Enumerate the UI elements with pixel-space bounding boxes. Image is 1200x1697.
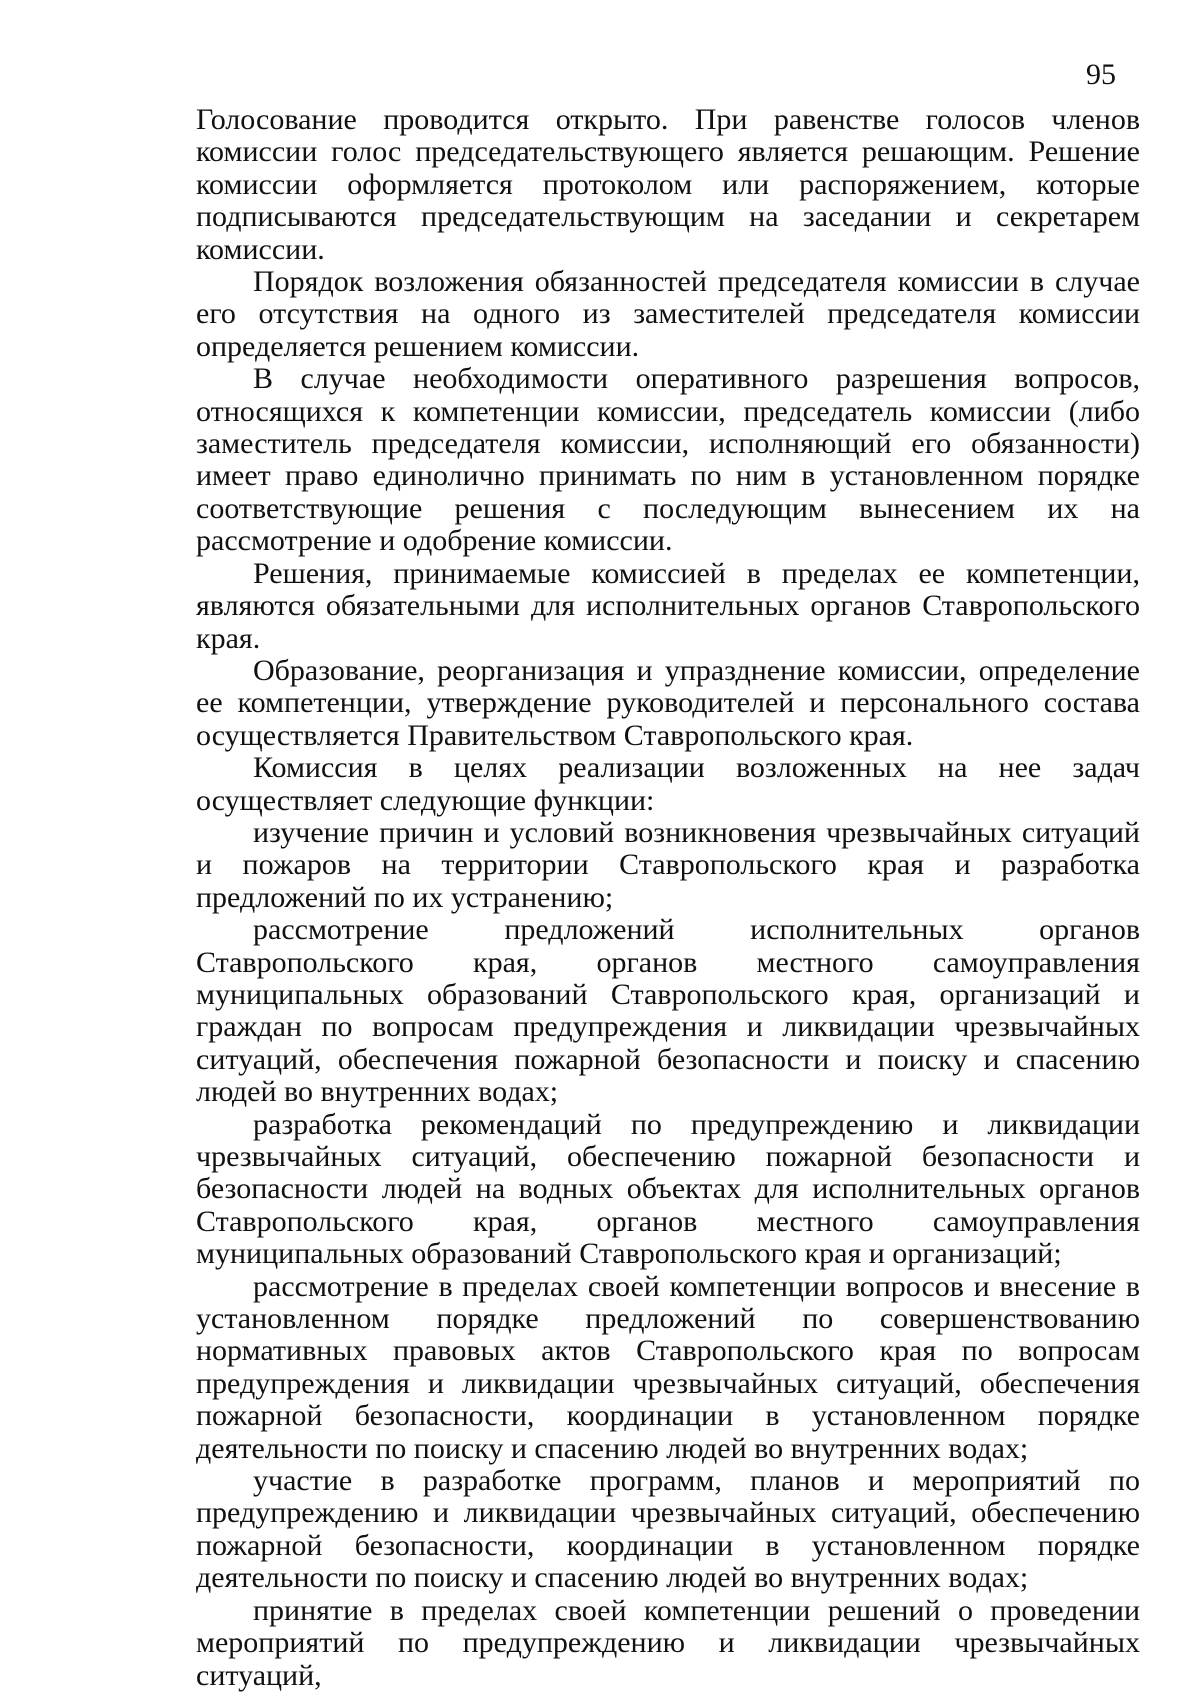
paragraph-urgent-decisions: В случае необходимости оперативного разрешения вопросов, относящихся к компетенции комиссии, председатель комиссии (либо заместитель председателя комиссии, исполняющий его обязанности) имеет право единолично принимать по ним в установленном порядке соответствующие решения с последующим вынесением их на рассмотрение и одобрение комиссии.	[196, 362, 1140, 558]
function-item-review-proposals: рассмотрение предложений исполнительных органов Ставропольского края, органов местного самоуправления муниципальных образований Ставропольского края, организаций и граждан по вопросам предупреждения и ликвидации чрезвычайных ситуаций, обеспечения пожарной безопасности и поиску и спасению людей во внутренних водах;	[196, 913, 1140, 1109]
paragraph-functions-intro: Комиссия в целях реализации возложенных на нее задач осуществляет следующие функции:	[196, 751, 1140, 817]
function-item-recommendations: разработка рекомендаций по предупреждению и ликвидации чрезвычайных ситуаций, обеспечению пожарной безопасности и безопасности людей на водных объектах для исполнительных органов Ставропольского края, органов местного самоуправления муниципальных образований Ставропольского края и организаций;	[196, 1107, 1140, 1271]
function-item-decisions: принятие в пределах своей компетенции решений о проведении мероприятий по предупреждению и ликвидации чрезвычайных ситуаций,	[196, 1593, 1140, 1692]
paragraph-deputy-duties: Порядок возложения обязанностей председателя комиссии в случае его отсутствия на одного из заместителей председателя комиссии определяется решением комиссии.	[196, 265, 1140, 363]
function-item-study: изучение причин и условий возникновения чрезвычайных ситуаций и пожаров на территории Ставропольского края и разработка предложений по их устранению;	[196, 815, 1140, 914]
paragraph-binding-decisions: Решения, принимаемые комиссией в пределах ее компетенции, являются обязательными для исполнительных органов Ставропольского края.	[196, 556, 1140, 655]
function-item-programs: участие в разработке программ, планов и мероприятий по предупреждению и ликвидации чрезвычайных ситуаций, обеспечению пожарной безопасности, координации в установленном порядке деятельности по поиску и спасению людей во внутренних водах;	[196, 1464, 1140, 1595]
page-number: 95	[1086, 58, 1116, 91]
document-body	[196, 104, 1140, 1692]
paragraph-voting: Голосование проводится открыто. При равенстве голосов членов комиссии голос председательствующего является решающим. Решение комиссии оформляется протоколом или распоряжением, которые подписываются председательствующим на заседании и секретарем комиссии.	[196, 103, 1140, 266]
paragraph-commission-formation: Образование, реорганизация и упразднение комиссии, определение ее компетенции, утверждение руководителей и персонального состава осуществляется Правительством Ставропольского края.	[196, 653, 1140, 752]
function-item-legislation: рассмотрение в пределах своей компетенции вопросов и внесение в установленном порядке предложений по совершенствованию нормативных правовых актов Ставропольского края по вопросам предупреждения и ликвидации чрезвычайных ситуаций, обеспечения пожарной безопасности, координации в установленном порядке деятельности по поиску и спасению людей во внутренних водах;	[196, 1269, 1140, 1465]
